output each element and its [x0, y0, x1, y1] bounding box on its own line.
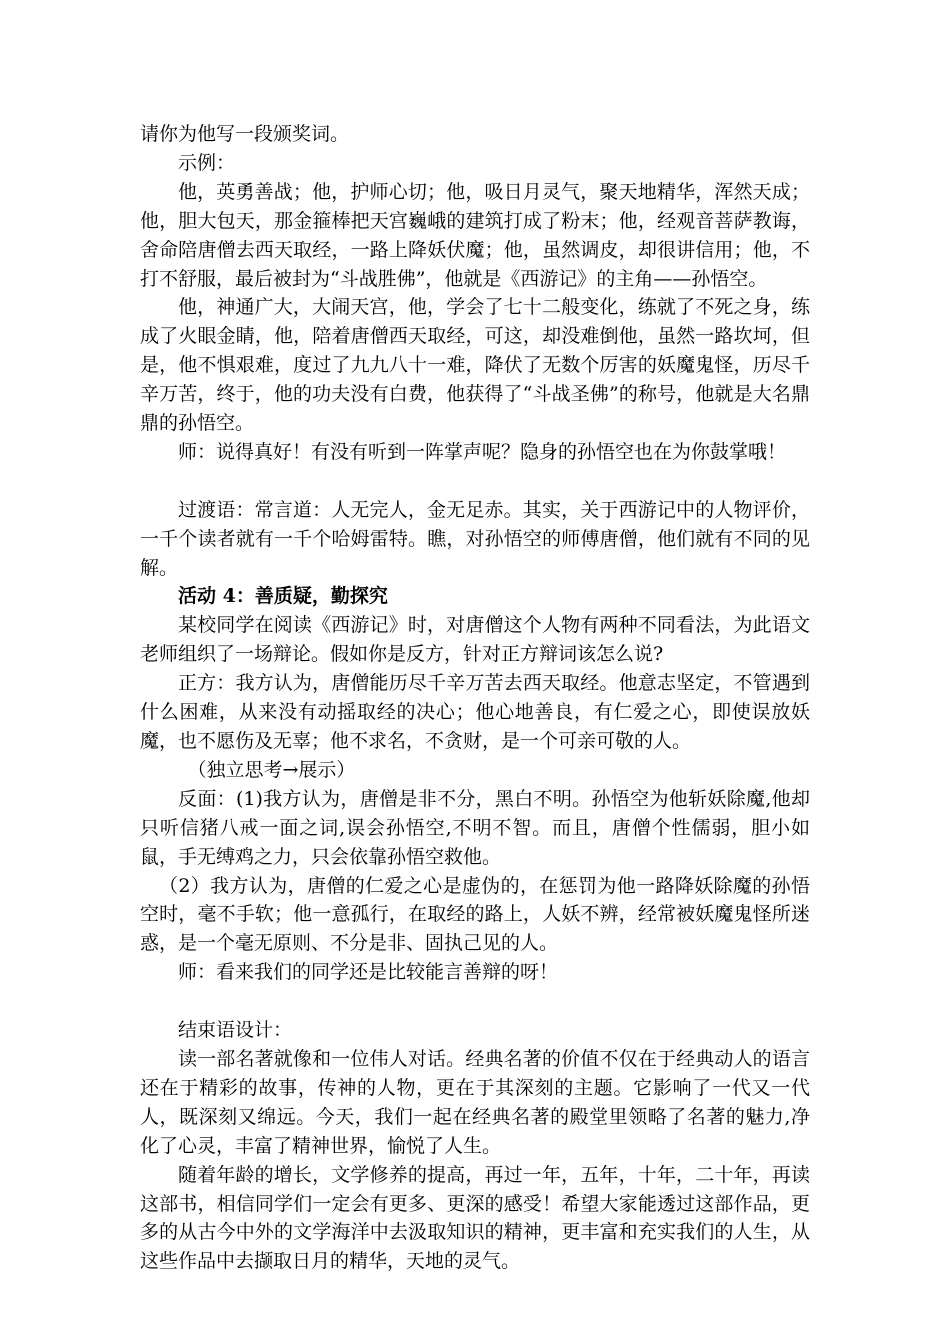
paragraph-affirmative: 正方：我方认为，唐僧能历尽千辛万苦去西天取经。他意志坚定，不管遇到什么困难，从来没有动摇取经的决心；他心地善良，有仁爱之心，即使误放妖魔，也不愿伤及无辜；他不求名，不贪财，是一个可亲可敬的人。 — [140, 672, 810, 753]
paragraph-negative-2: （2）我方认为，唐僧的仁爱之心是虚伪的，在惩罚为他一路降妖除魔的孙悟空时，毫不手软；他一意孤行，在取经的路上，人妖不辨，经常被妖魔鬼怪所迷惑，是一个毫无原则、不分是非、固执己见的人。 — [140, 874, 810, 955]
paragraph-closing-1: 读一部名著就像和一位伟人对话。经典名著的价值不仅在于经典动人的语言还在于精彩的故事，传神的人物，更在于其深刻的主题。它影响了一代又一代人，既深刻又绵远。今天，我们一起在经典名著的殿堂里领略了名著的魅力,净化了心灵，丰富了精神世界，愉悦了人生。 — [140, 1047, 810, 1157]
paragraph-think-show: （独立思考→展示） — [187, 758, 356, 781]
paragraph-example-label: 示例： — [178, 151, 236, 174]
activity-heading: 活动 4：善质疑，勤探究 — [178, 585, 388, 608]
document-body — [140, 120, 810, 1276]
paragraph-transition: 过渡语：常言道：人无完人，金无足赤。其实，关于西游记中的人物评价，一千个读者就有一千个哈姆雷特。瞧，对孙悟空的师傅唐僧，他们就有不同的见解。 — [140, 498, 810, 579]
paragraph-example-1: 他，英勇善战；他，护师心切；他，吸日月灵气，聚天地精华，浑然天成；他，胆大包天，那金箍棒把天宫巍峨的建筑打成了粉末；他，经观音菩萨教诲，舍命陪唐僧去西天取经，一路上降妖伏魔；他，虽然调皮，却很讲信用；他，不打不舒服，最后被封为“斗战胜佛”，他就是《西游记》的主角——孙悟空。 — [140, 180, 810, 290]
blank-line — [140, 987, 810, 1016]
blank-line — [140, 467, 810, 496]
closing-heading: 结束语设计： — [178, 1019, 293, 1042]
paragraph-intro: 请你为他写一段颁奖词。 — [140, 123, 350, 145]
paragraph-teacher-comment: 师：看来我们的同学还是比较能言善辩的呀！ — [178, 961, 559, 984]
paragraph-teacher-praise: 师：说得真好！有没有听到一阵掌声呢？隐身的孙悟空也在为你鼓掌哦！ — [178, 440, 787, 463]
paragraph-negative-1: 反面：(1)我方认为，唐僧是非不分，黑白不明。孙悟空为他斩妖除魔,他却只听信猪八戒一面之词,误会孙悟空,不明不智。而且，唐僧个性儒弱，胆小如鼠，手无缚鸡之力，只会依靠孙悟空救他。 — [140, 787, 810, 868]
paragraph-debate-intro: 某校同学在阅读《西游记》时，对唐僧这个人物有两种不同看法，为此语文老师组织了一场辩论。假如你是反方，针对正方辩词该怎么说? — [140, 614, 810, 666]
paragraph-closing-2: 随着年龄的增长，文学修养的提高，再过一年，五年，十年，二十年，再读这部书，相信同学们一定会有更多、更深的感受！希望大家能透过这部作品，更多的从古今中外的文学海洋中去汲取知识的精神，更丰富和充实我们的人生，从这些作品中去撷取日月的精华，天地的灵气。 — [140, 1163, 810, 1273]
paragraph-example-2: 他，神通广大，大闹天宫，他，学会了七十二般变化，练就了不死之身，练成了火眼金睛，他，陪着唐僧西天取经，可这，却没难倒他，虽然一路坎坷，但是，他不惧艰难，度过了九九八十一难，降伏了无数个厉害的妖魔鬼怪，历尽千辛万苦，终于，他的功夫没有白费，他获得了“斗战圣佛”的称号，他就是大名鼎鼎的孙悟空。 — [140, 296, 810, 435]
